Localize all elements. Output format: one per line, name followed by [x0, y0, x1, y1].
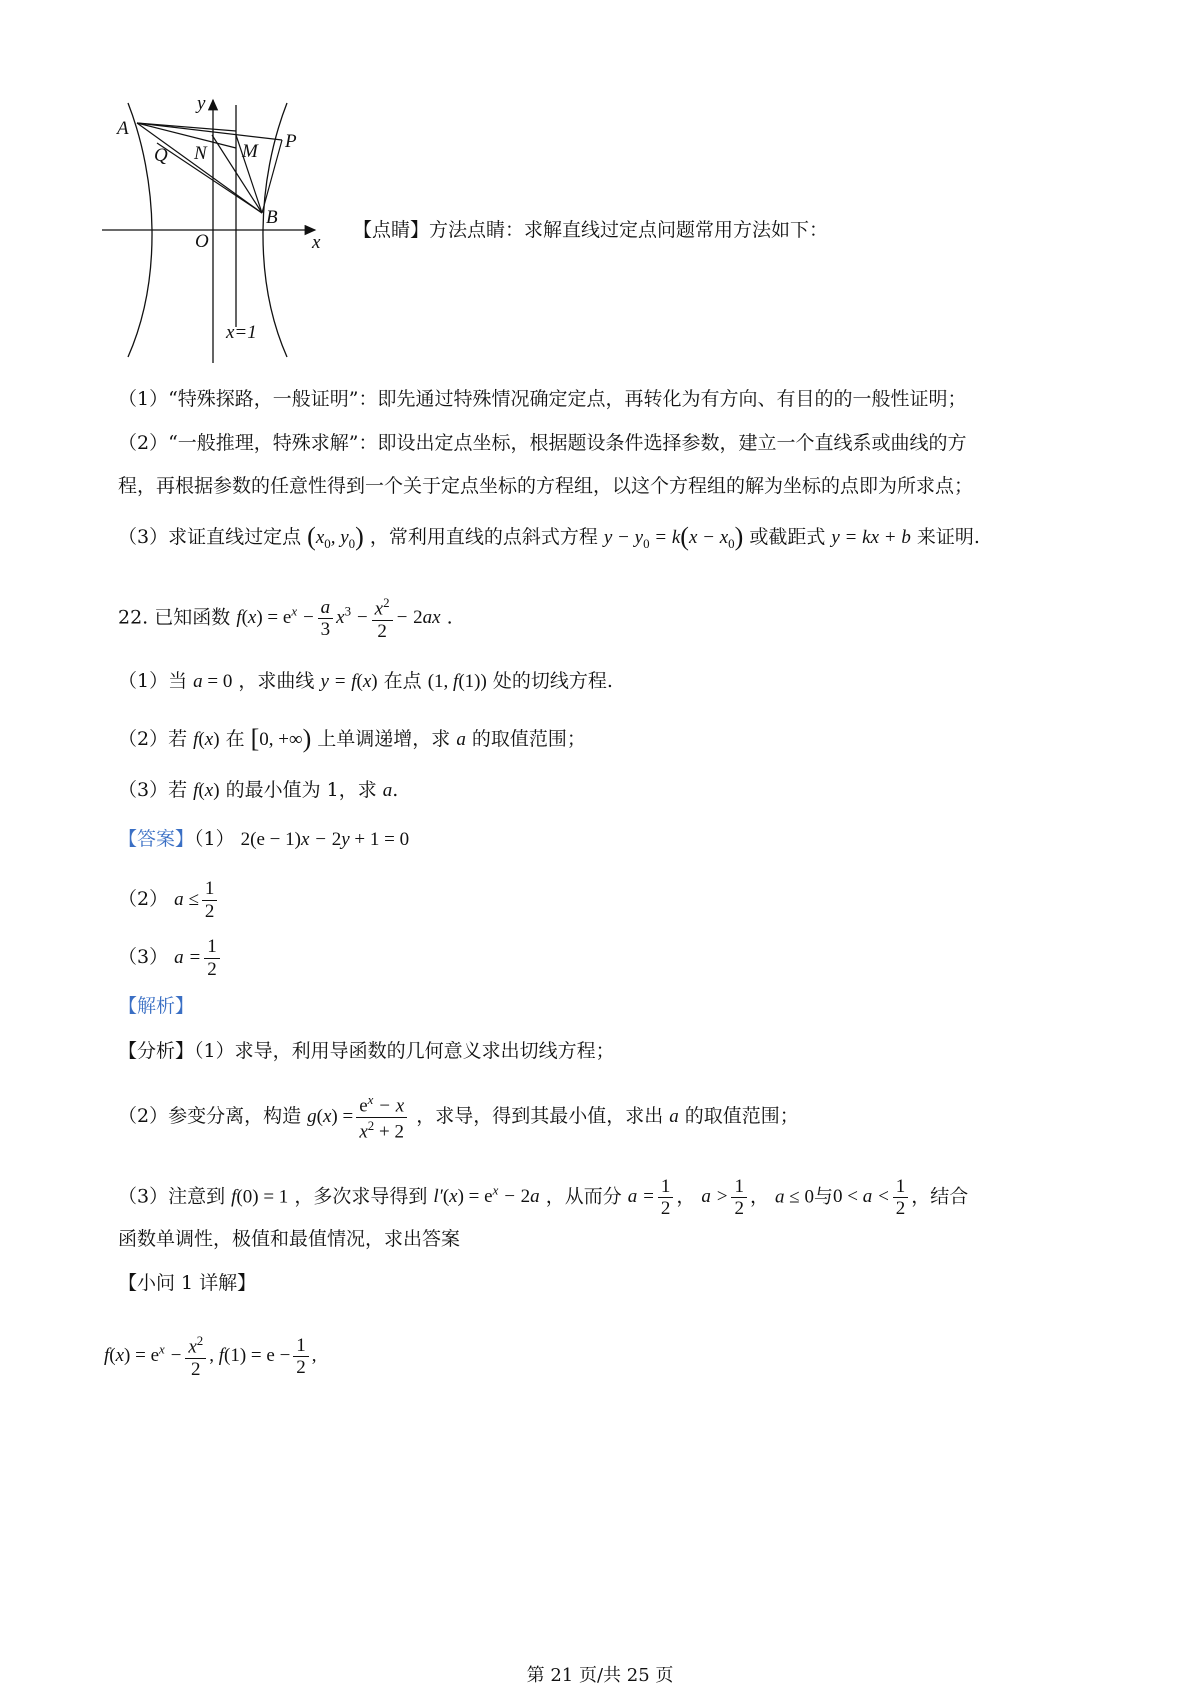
q22-2-text-1: （2）若	[118, 728, 188, 750]
label-N: N	[194, 143, 207, 164]
q22-3-text-2: 的最小值为 1，求	[225, 779, 377, 801]
case-a-greater-half: a > $\frac{1}{2}$	[701, 1186, 750, 1207]
q22-1-text-1: （1）当	[118, 670, 188, 692]
q22-2-text-4: 的取值范围；	[471, 728, 586, 750]
label-B: B	[266, 207, 278, 228]
answer-tag: 【答案】	[118, 828, 195, 850]
label-x-equals-1: x=1	[226, 322, 257, 343]
f0-formula: f(0) = 1	[231, 1186, 289, 1208]
fx-symbol: f(x)	[193, 729, 220, 750]
a-equals-0: a = 0	[193, 671, 233, 692]
method-3-text-4: 来证明.	[916, 526, 980, 548]
answer-2-label: （2）	[118, 888, 169, 910]
method-2-line-b: 程，再根据参数的任意性得到一个关于定点坐标的方程组，以这个方程组的解为坐标的点即为所求点；	[118, 475, 974, 497]
dianjing-text: 方法点睛：求解直线过定点问题常用方法如下：	[429, 219, 829, 241]
case-a-le-0: a ≤ 0	[775, 1186, 814, 1208]
fenxi-step-2-text-3: 的取值范围；	[684, 1105, 799, 1127]
hyperbola-figure	[100, 95, 345, 370]
fenxi-step-2-text-1: （2）参变分离，构造	[118, 1105, 302, 1127]
answer-3-label: （3）	[118, 946, 169, 968]
fenxi-step-3-text-1: （3）注意到	[118, 1185, 226, 1208]
fenxi-comma-1: ，	[676, 1185, 696, 1208]
l-prime-formula: $l'(x) = e^x - 2a$	[433, 1183, 540, 1208]
q22-1-text-4: 处的切线方程.	[492, 670, 613, 692]
answer-line-1	[118, 824, 409, 855]
fenxi-tag: 【分析】	[118, 1040, 195, 1062]
a-symbol: a	[456, 729, 466, 750]
a-symbol-2: a	[382, 780, 393, 801]
fenxi-step-2-text-2: ，求导，得到其最小值，求出	[416, 1105, 664, 1127]
fenxi-comma-2: ，	[749, 1185, 769, 1208]
answer-line-3	[118, 932, 223, 983]
fenxi-line-3	[118, 1165, 968, 1223]
fenxi-step-3-text-3: ，从而分	[545, 1185, 622, 1208]
fixed-point-formula: ($x_0$, $y_0$)	[307, 522, 364, 551]
q22-2-text-3: 上单调递增，求	[317, 728, 451, 750]
fenxi-step-3-text-2: ，多次求导得到	[294, 1185, 428, 1208]
intercept-formula: y = kx + b	[831, 527, 911, 548]
q22-1-text-2: ，求曲线	[238, 670, 315, 692]
xiaowen-1-tag: 【小问 1 详解】	[118, 1272, 257, 1294]
answer-3-formula: a = $\frac{1}{2}$	[174, 947, 223, 968]
method-3-text-1: （3）求证直线过定点	[118, 526, 302, 548]
dianjing-tag: 【点睛】	[353, 219, 430, 241]
question-22	[118, 590, 453, 642]
fenxi-line-2	[118, 1090, 799, 1143]
fenxi-line-1	[118, 1036, 615, 1066]
label-M: M	[242, 141, 258, 162]
label-P: P	[285, 131, 297, 152]
answer-2-formula: a ≤ $\frac{1}{2}$	[174, 889, 220, 910]
question-22-part-1	[118, 666, 613, 697]
label-O: O	[195, 231, 209, 252]
case-0-lt-a-lt-half: 0 < a < $\frac{1}{2}$	[833, 1186, 911, 1207]
fenxi-line-4: 函数单调性，极值和最值情况，求出答案	[118, 1228, 461, 1250]
detail-formula: $f(x) = e^x$ − $\frac{x^2}{2}$ , f(1) = e − $\frac{1}{2}$ ,	[104, 1332, 317, 1381]
page-footer: 第 21 页/共 25 页	[526, 1665, 674, 1686]
jiexi-tag: 【解析】	[118, 995, 195, 1017]
q22-1-text-3: 在点	[383, 670, 422, 692]
answer-1-formula: 2(e − 1)x − 2y + 1 = 0	[240, 829, 410, 850]
q22-3-text-3: .	[392, 779, 399, 801]
label-x: x	[312, 232, 321, 253]
label-y: y	[197, 95, 206, 114]
interval-formula: [0, +∞)	[250, 724, 312, 753]
answer-1-label: （1）	[194, 828, 235, 850]
question-22-end: .	[446, 606, 453, 629]
fx-symbol-2: f(x)	[193, 780, 220, 801]
fenxi-and: 与	[813, 1185, 833, 1208]
detail-formula-line	[104, 1322, 317, 1384]
q22-2-text-2: 在	[225, 728, 245, 750]
function-definition: $f(x) = e^x$ − $\frac{a}{3}$ $x^3$ − $\frac{x^2}{2}$ − 2ax	[236, 594, 441, 643]
curve-formula: y = f(x)	[320, 671, 378, 692]
case-a-equals-half: a = $\frac{1}{2}$	[628, 1186, 677, 1207]
g-function-formula: g(x) = $\frac{e^x - x}{x^2 + 2}$	[307, 1106, 410, 1127]
method-2-line-a: （2）“一般推理，特殊求解”：即设出定点坐标，根据题设条件选择参数，建立一个直线系或曲线的方	[118, 432, 967, 454]
question-22-intro: 22. 已知函数	[118, 606, 231, 629]
question-22-part-3	[118, 775, 398, 806]
label-Q: Q	[154, 145, 168, 166]
method-1: （1）“特殊探路，一般证明”：即先通过特殊情况确定定点，再转化为有方向、有目的的一般性证明；	[118, 388, 967, 410]
a-symbol-3: a	[669, 1106, 679, 1127]
method-3	[118, 522, 980, 559]
fenxi-step-1: （1）求导，利用导函数的几何意义求出切线方程；	[194, 1040, 615, 1062]
dianjing-line	[353, 215, 828, 245]
method-3-text-3: 或截距式	[749, 526, 826, 548]
fenxi-step-3-text-4: ，结合	[911, 1185, 969, 1208]
method-3-text-2: ，常利用直线的点斜式方程	[369, 526, 598, 548]
answer-line-2	[118, 874, 220, 925]
point-slope-formula: $y - y_0 = k(x - x_0)$	[603, 522, 744, 551]
question-22-part-2	[118, 724, 586, 755]
label-A: A	[117, 118, 129, 139]
point-formula: (1, f(1))	[427, 671, 487, 692]
q22-3-text-1: （3）若	[118, 779, 188, 801]
